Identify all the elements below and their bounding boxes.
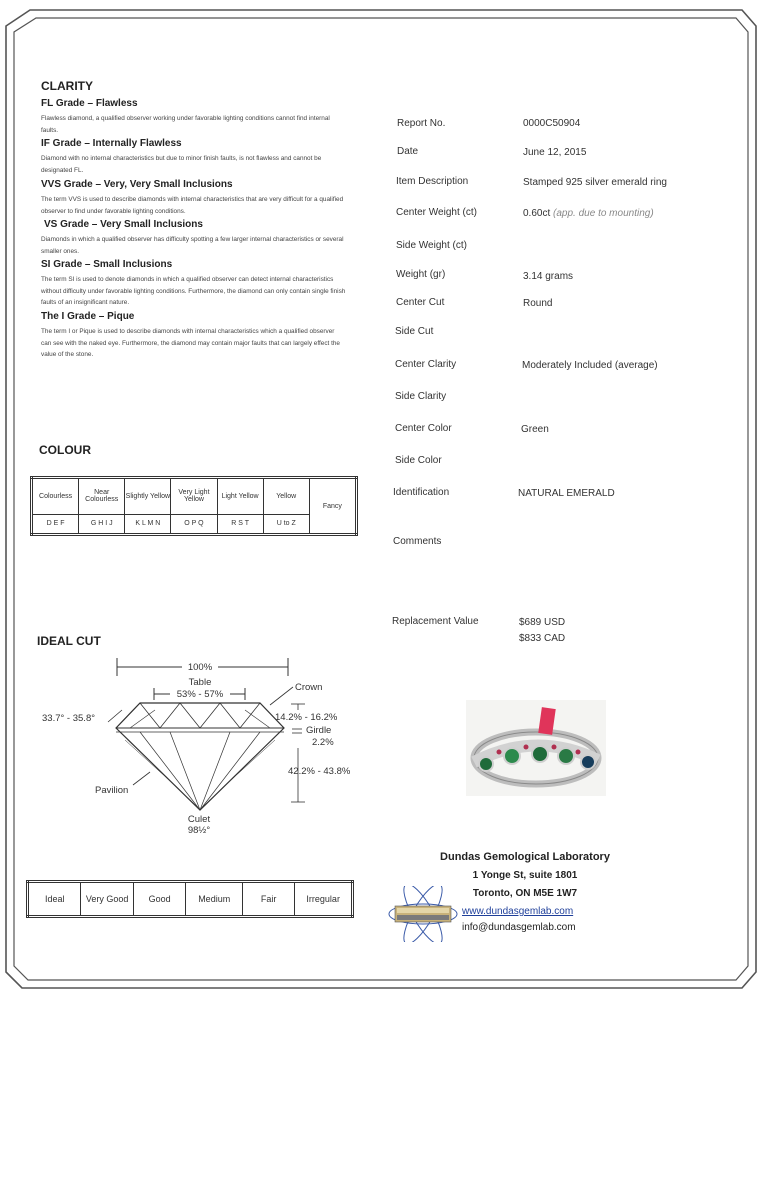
clarity-grade-text: The term I or Pique is used to describe diamonds with internal characteristics which a qualified observer can see with the naked eye. Furthermore, the diamond may contain major faults that can largely effect the value of the stone. <box>41 328 340 358</box>
report-label: Report No. <box>397 118 446 129</box>
report-label: Item Description <box>396 176 469 187</box>
report-label: Date <box>397 146 419 157</box>
clarity-grade-title: FL Grade – Flawless <box>41 98 138 109</box>
colour-col-name: Fancy <box>309 478 356 535</box>
report-label: Side Cut <box>395 326 434 337</box>
colour-scale-table <box>30 476 358 536</box>
diagram-crown-height: 14.2% - 16.2% <box>275 712 338 723</box>
report-value-note: (app. due to mounting) <box>553 208 654 219</box>
report-label: Center Weight (ct) <box>396 207 477 218</box>
replacement-usd: $689 USD <box>519 617 566 628</box>
cut-grade-cell: Ideal <box>28 882 81 917</box>
clarity-grade-title: SI Grade – Small Inclusions <box>41 259 173 270</box>
colour-col-name: Light Yellow <box>217 478 263 515</box>
report-label: Weight (gr) <box>396 269 446 280</box>
report-value: Stamped 925 silver emerald ring <box>523 177 667 188</box>
clarity-grade-title: IF Grade – Internally Flawless <box>41 138 182 149</box>
diagram-culet-value: 98½° <box>187 825 211 836</box>
clarity-grade-text: The term VVS is used to describe diamonds with internal characteristics that are very difficult for a qualified observer to find under favorable lighting conditions. <box>41 196 344 215</box>
lab-name: Dundas Gemological Laboratory <box>440 851 610 863</box>
report-value: 0.60ct <box>523 208 551 219</box>
diagram-girdle-label: Girdle <box>306 725 332 736</box>
clarity-grade-title: VS Grade – Very Small Inclusions <box>44 219 203 230</box>
cut-grade-cell: Medium <box>186 882 243 917</box>
lab-email[interactable]: info@dundasgemlab.com <box>462 922 576 933</box>
cut-grade-table <box>26 880 354 918</box>
diagram-table-label: Table <box>188 677 212 688</box>
report-value: June 12, 2015 <box>523 147 587 158</box>
report-value: Moderately Included (average) <box>522 360 658 371</box>
clarity-grade-title: VVS Grade – Very, Very Small Inclusions <box>41 179 233 190</box>
report-label: Center Clarity <box>395 359 457 370</box>
colour-col-grades: O P Q <box>171 514 217 534</box>
report-label: Comments <box>393 536 442 547</box>
colour-col-name: Near Colourless <box>79 478 125 515</box>
clarity-heading: CLARITY <box>41 79 93 93</box>
colour-col-grades: R S T <box>217 514 263 534</box>
colour-col-name: Colourless <box>32 478 79 515</box>
cut-grade-cell: Irregular <box>295 882 353 917</box>
lab-address-line1: 1 Yonge St, suite 1801 <box>472 870 578 881</box>
lab-logo-icon <box>385 886 461 942</box>
report-label: Center Cut <box>396 297 445 308</box>
colour-col-grades: K L M N <box>125 514 171 534</box>
report-value: Round <box>523 298 553 309</box>
report-value-center-weight <box>523 208 654 219</box>
clarity-grade-text: Diamonds in which a qualified observer has difficulty spotting a few larger internal characteristics or several smaller ones. <box>41 236 344 255</box>
diagram-pavilion-label: Pavilion <box>95 785 129 796</box>
diamond-proportions-diagram <box>30 650 370 850</box>
colour-col-name: Very Light Yellow <box>171 478 217 515</box>
diagram-total-width: 100% <box>187 662 213 673</box>
report-label: Side Weight (ct) <box>396 240 467 251</box>
lab-address-line2: Toronto, ON M5E 1W7 <box>472 888 578 899</box>
clarity-grade-text: Diamond with no internal characteristics but due to minor finish faults, is not flawless and cannot be designated FL. <box>41 155 322 174</box>
report-value: NATURAL EMERALD <box>518 488 615 499</box>
colour-col-name: Slightly Yellow <box>125 478 171 515</box>
diagram-crown-angle: 33.7° - 35.8° <box>42 713 96 724</box>
diagram-pavilion-depth: 42.2% - 43.8% <box>288 766 351 777</box>
lab-website-link[interactable]: www.dundasgemlab.com <box>462 906 574 917</box>
colour-heading: COLOUR <box>39 443 91 457</box>
diagram-girdle-value: 2.2% <box>312 737 334 748</box>
colour-col-grades: G H I J <box>79 514 125 534</box>
clarity-grade-text: The term SI is used to denote diamonds in which a qualified observer can detect internal characteristics without difficulty under favorable lighting conditions. Furthermore, the diamond can only contain single finish faults of an insignificant nature. <box>41 276 346 306</box>
diagram-crown-label: Crown <box>295 682 323 693</box>
report-label: Center Color <box>395 423 452 434</box>
clarity-grade-title: The I Grade – Pique <box>41 311 135 322</box>
replacement-cad: $833 CAD <box>519 633 566 644</box>
report-label: Side Color <box>395 455 442 466</box>
cut-grade-cell: Very Good <box>81 882 133 917</box>
ring-photo <box>466 700 606 796</box>
colour-col-grades: U to Z <box>263 514 309 534</box>
cut-grade-cell: Fair <box>242 882 294 917</box>
report-label: Identification <box>393 487 450 498</box>
ideal-cut-heading: IDEAL CUT <box>37 634 101 648</box>
report-value: 0000C50904 <box>523 118 581 129</box>
cut-grade-cell: Good <box>133 882 185 917</box>
diagram-table-range: 53% - 57% <box>176 689 224 700</box>
diagram-culet-label: Culet <box>187 814 211 825</box>
report-value: Green <box>521 424 549 435</box>
replacement-label: Replacement Value <box>392 616 479 627</box>
colour-col-name: Yellow <box>263 478 309 515</box>
colour-col-grades: D E F <box>32 514 79 534</box>
clarity-grade-text: Flawless diamond, a qualified observer working under favorable lighting conditions cannot find internal faults. <box>41 115 330 134</box>
report-value: 3.14 grams <box>523 271 574 282</box>
report-label: Side Clarity <box>395 391 447 402</box>
